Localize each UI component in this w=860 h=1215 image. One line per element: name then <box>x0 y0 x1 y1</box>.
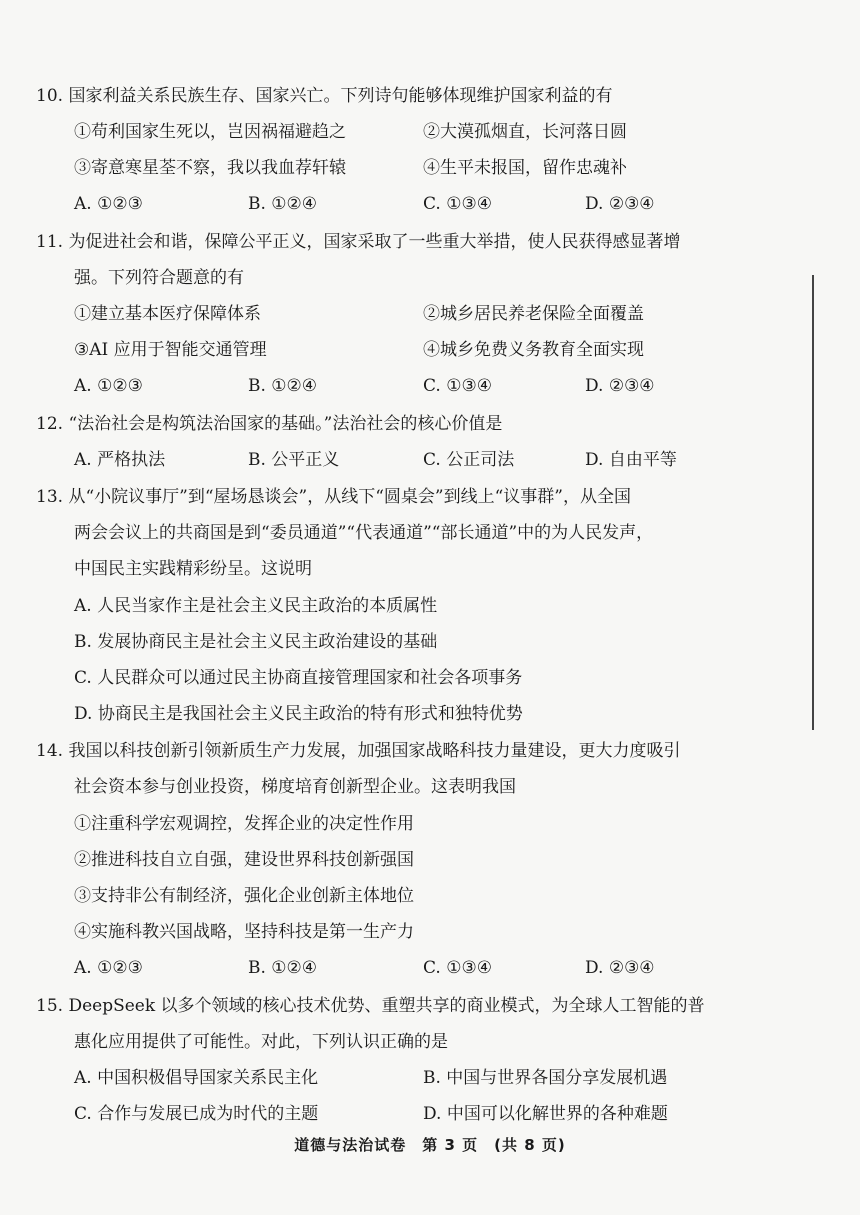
q11-stem-line2: 强。下列符合题意的有 <box>74 268 244 288</box>
q11-choice-b: B. ①②④ <box>248 376 318 396</box>
q10-item-3: ③寄意寒星荃不察，我以我血荐轩辕 <box>74 158 346 178</box>
page-footer: 道德与法治试卷 第 3 页 (共 8 页) <box>294 1136 566 1154</box>
q10-item-4: ④生平未报国，留作忠魂补 <box>423 158 627 178</box>
q13-stem-line1: 13. 从“小院议事厅”到“屋场恳谈会”，从线下“圆桌会”到线上“议事群”，从全国 <box>36 487 631 507</box>
q10-item-2: ②大漠孤烟直，长河落日圆 <box>423 122 627 142</box>
q11-stem-line1: 11. 为促进社会和谐，保障公平正义，国家采取了一些重大举措，使人民获得感显著增 <box>36 232 681 252</box>
q10-choice-b: B. ①②④ <box>248 194 318 214</box>
q10-choice-a: A. ①②③ <box>74 194 143 214</box>
q15-stem-line1: 15. DeepSeek 以多个领域的核心技术优势、重塑共享的商业模式，为全球人工智能的普 <box>36 996 705 1016</box>
q14-choice-d: D. ②③④ <box>585 958 655 978</box>
q12-choice-b: B. 公平正义 <box>248 450 340 470</box>
q13-choice-b: B. 发展协商民主是社会主义民主政治建设的基础 <box>74 632 438 652</box>
q14-stem-line1: 14. 我国以科技创新引领新质生产力发展，加强国家战略科技力量建设，更大力度吸引 <box>36 741 681 761</box>
q13-stem-line3: 中国民主实践精彩纷呈。这说明 <box>74 559 312 579</box>
q13-choice-c: C. 人民群众可以通过民主协商直接管理国家和社会各项事务 <box>74 668 523 688</box>
q11-item-3: ③AI 应用于智能交通管理 <box>74 340 267 360</box>
q15-choice-a: A. 中国积极倡导国家关系民主化 <box>74 1068 319 1088</box>
q15-choice-d: D. 中国可以化解世界的各种难题 <box>423 1104 668 1124</box>
q14-choice-a: A. ①②③ <box>74 958 143 978</box>
q15-stem-line2: 惠化应用提供了可能性。对此，下列认识正确的是 <box>74 1032 448 1052</box>
q11-item-2: ②城乡居民养老保险全面覆盖 <box>423 304 644 324</box>
q11-choice-c: C. ①③④ <box>423 376 492 396</box>
q14-stem-line2: 社会资本参与创业投资，梯度培育创新型企业。这表明我国 <box>74 777 516 797</box>
q12-choice-d: D. 自由平等 <box>585 450 677 470</box>
q12-choice-a: A. 严格执法 <box>74 450 166 470</box>
q14-item-4: ④实施科教兴国战略，坚持科技是第一生产力 <box>74 922 414 942</box>
q13-stem-line2: 两会会议上的共商国是到“委员通道”“代表通道”“部长通道”中的为人民发声， <box>74 523 654 543</box>
q11-choice-d: D. ②③④ <box>585 376 655 396</box>
q14-item-1: ①注重科学宏观调控，发挥企业的决定性作用 <box>74 814 414 834</box>
q13-choice-a: A. 人民当家作主是社会主义民主政治的本质属性 <box>74 596 438 616</box>
q15-choice-c: C. 合作与发展已成为时代的主题 <box>74 1104 319 1124</box>
q14-item-2: ②推进科技自立自强，建设世界科技创新强国 <box>74 850 414 870</box>
q10-item-1: ①苟利国家生死以，岂因祸福避趋之 <box>74 122 346 142</box>
q14-item-3: ③支持非公有制经济，强化企业创新主体地位 <box>74 886 414 906</box>
q11-item-4: ④城乡免费义务教育全面实现 <box>423 340 644 360</box>
q10-stem: 10. 国家利益关系民族生存、国家兴亡。下列诗句能够体现维护国家利益的有 <box>36 86 613 106</box>
q12-stem: 12. “法治社会是构筑法治国家的基础。”法治社会的核心价值是 <box>36 414 503 434</box>
q14-choice-b: B. ①②④ <box>248 958 318 978</box>
q12-choice-c: C. 公正司法 <box>423 450 515 470</box>
q11-choice-a: A. ①②③ <box>74 376 143 396</box>
q15-choice-b: B. 中国与世界各国分享发展机遇 <box>423 1068 668 1088</box>
q10-choice-c: C. ①③④ <box>423 194 492 214</box>
q10-choice-d: D. ②③④ <box>585 194 655 214</box>
q14-choice-c: C. ①③④ <box>423 958 492 978</box>
q11-item-1: ①建立基本医疗保障体系 <box>74 304 261 324</box>
binding-edge-line <box>812 275 814 730</box>
q13-choice-d: D. 协商民主是我国社会主义民主政治的特有形式和独特优势 <box>74 704 523 724</box>
